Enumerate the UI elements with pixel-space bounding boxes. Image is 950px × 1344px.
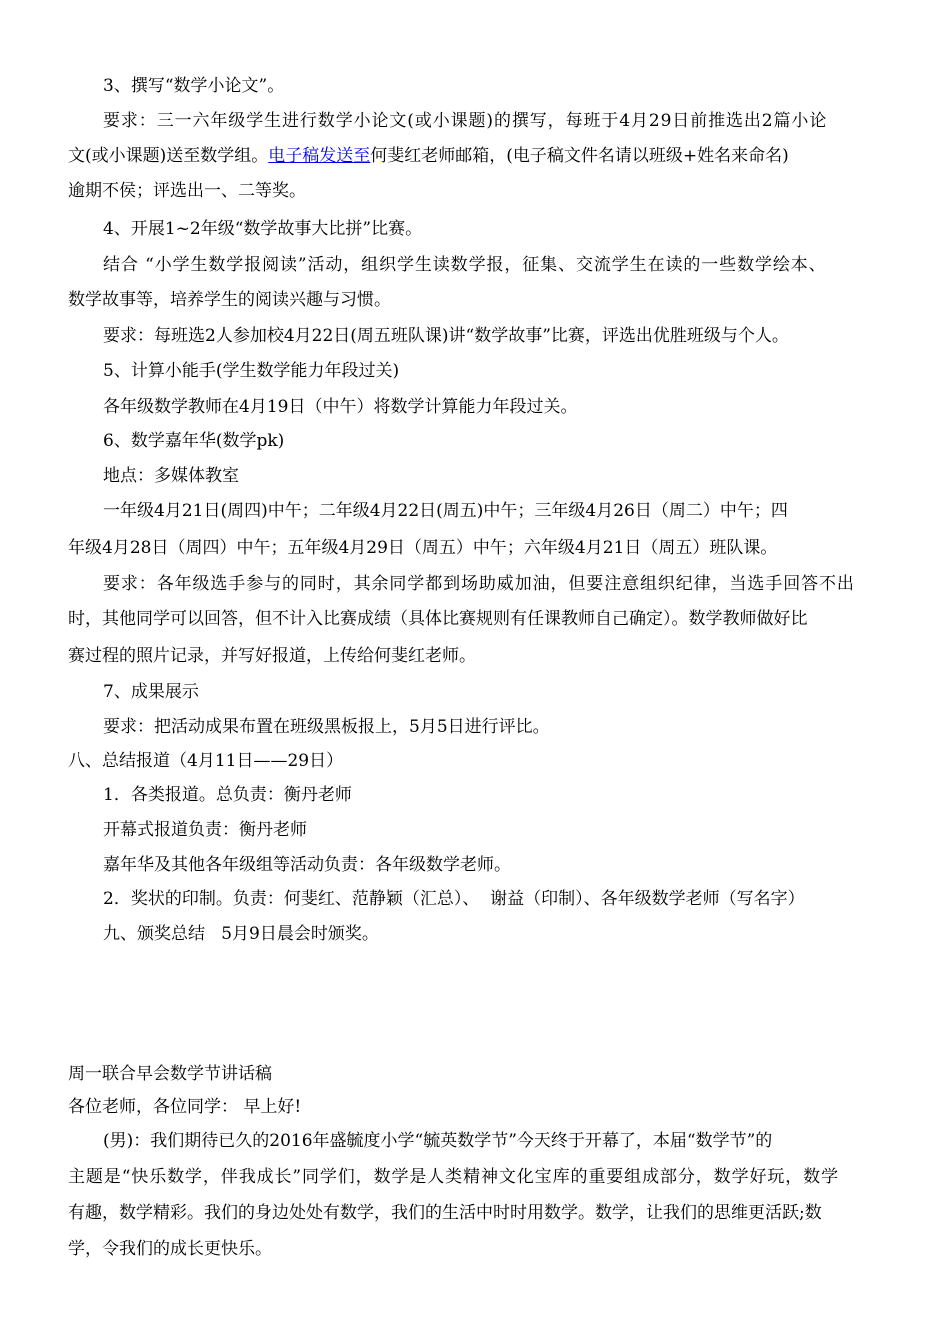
item5-title: 5、计算小能手(学生数学能力年段过关) — [103, 361, 400, 381]
item4-title: 4、开展1~2年级“数学故事大比拼”比赛。 — [103, 219, 423, 239]
item7-requirement: 要求：把活动成果布置在班级黑板报上，5月5日进行评比。 — [103, 717, 550, 737]
paragraph-text: 文(或小课题)送至数学组。 — [68, 146, 269, 166]
speech-paragraph-line: (男)：我们期待已久的2016年盛毓度小学“毓英数学节”今天终于开幕了，本届“数学节”的 — [103, 1131, 773, 1151]
section8-item: 1．各类报道。总负责：衡丹老师 — [103, 785, 352, 805]
section8-heading: 八、总结报道（4月11日——29日） — [68, 751, 344, 771]
item6-title: 6、数学嘉年华(数学pk) — [103, 431, 285, 451]
item4-paragraph-line: 结合 “小学生数学报阅读”活动，组织学生读数学报，征集、交流学生在读的一些数学绘本、 — [103, 255, 827, 275]
section8-item: 嘉年华及其他各年级组等活动负责：各年级数学老师。 — [103, 855, 511, 875]
speech-paragraph-line: 有趣，数学精彩。我们的身边处处有数学，我们的生活中时时用数学。数学，让我们的思维更活跃;数 — [68, 1203, 822, 1223]
item3-title: 3、撰写“数学小论文”。 — [103, 76, 285, 96]
section8-item: 2．奖状的印制。负责：何斐红、范静颖（汇总）、 谢益（印制）、各年级数学老师（写名字） — [103, 889, 805, 909]
item3-requirement-line — [68, 143, 789, 169]
speech-paragraph-line: 主题是“快乐数学，伴我成长”同学们，数学是人类精神文化宝库的重要组成部分，数学好玩，数学 — [68, 1167, 839, 1187]
section8-item: 开幕式报道负责：衡丹老师 — [103, 820, 307, 840]
item3-requirement-line: 逾期不侯；评选出一、二等奖。 — [68, 181, 306, 201]
item6-requirement-line: 赛过程的照片记录，并写好报道，上传给何斐红老师。 — [68, 646, 476, 666]
item6-requirement-line: 时，其他同学可以回答，但不计入比赛成绩（具体比赛规则有任课教师自己确定）。数学教师做好比 — [68, 609, 808, 629]
email-link[interactable]: 电子稿发送至 — [268, 146, 371, 166]
speech-paragraph-line: 学，令我们的成长更快乐。 — [68, 1239, 272, 1259]
item4-paragraph-line: 数学故事等，培养学生的阅读兴趣与习惯。 — [68, 290, 391, 310]
item6-schedule-line: 年级4月28日（周四）中午；五年级4月29日（周五）中午；六年级4月21日（周五）班队课。 — [68, 538, 778, 558]
item7-title: 7、成果展示 — [103, 682, 199, 702]
item3-requirement-line: 要求：三一六年级学生进行数学小论文(或小课题)的撰写，每班于4月29日前推选出2篇小论 — [103, 111, 828, 131]
item5-paragraph: 各年级数学教师在4月19日（中午）将数学计算能力年段过关。 — [103, 397, 578, 417]
speech-title: 周一联合早会数学节讲话稿 — [68, 1064, 272, 1084]
section9-heading: 九、颁奖总结 5月9日晨会时颁奖。 — [103, 924, 379, 944]
speech-greeting: 各位老师，各位同学： 早上好! — [68, 1097, 302, 1117]
item6-schedule-line: 一年级4月21日(周四)中午；二年级4月22日(周五)中午；三年级4月26日（周二）中午；四 — [103, 501, 788, 521]
item6-place: 地点：多媒体教室 — [103, 466, 239, 486]
item6-requirement-line: 要求：各年级选手参与的同时，其余同学都到场助威加油，但要注意组织纪律，当选手回答不出 — [103, 574, 855, 594]
item4-requirement: 要求：每班选2人参加校4月22日(周五班队课)讲“数学故事”比赛，评选出优胜班级与个人。 — [103, 326, 789, 346]
paragraph-text: 何斐红老师邮箱，(电子稿文件名请以班级+姓名来命名) — [370, 146, 789, 166]
